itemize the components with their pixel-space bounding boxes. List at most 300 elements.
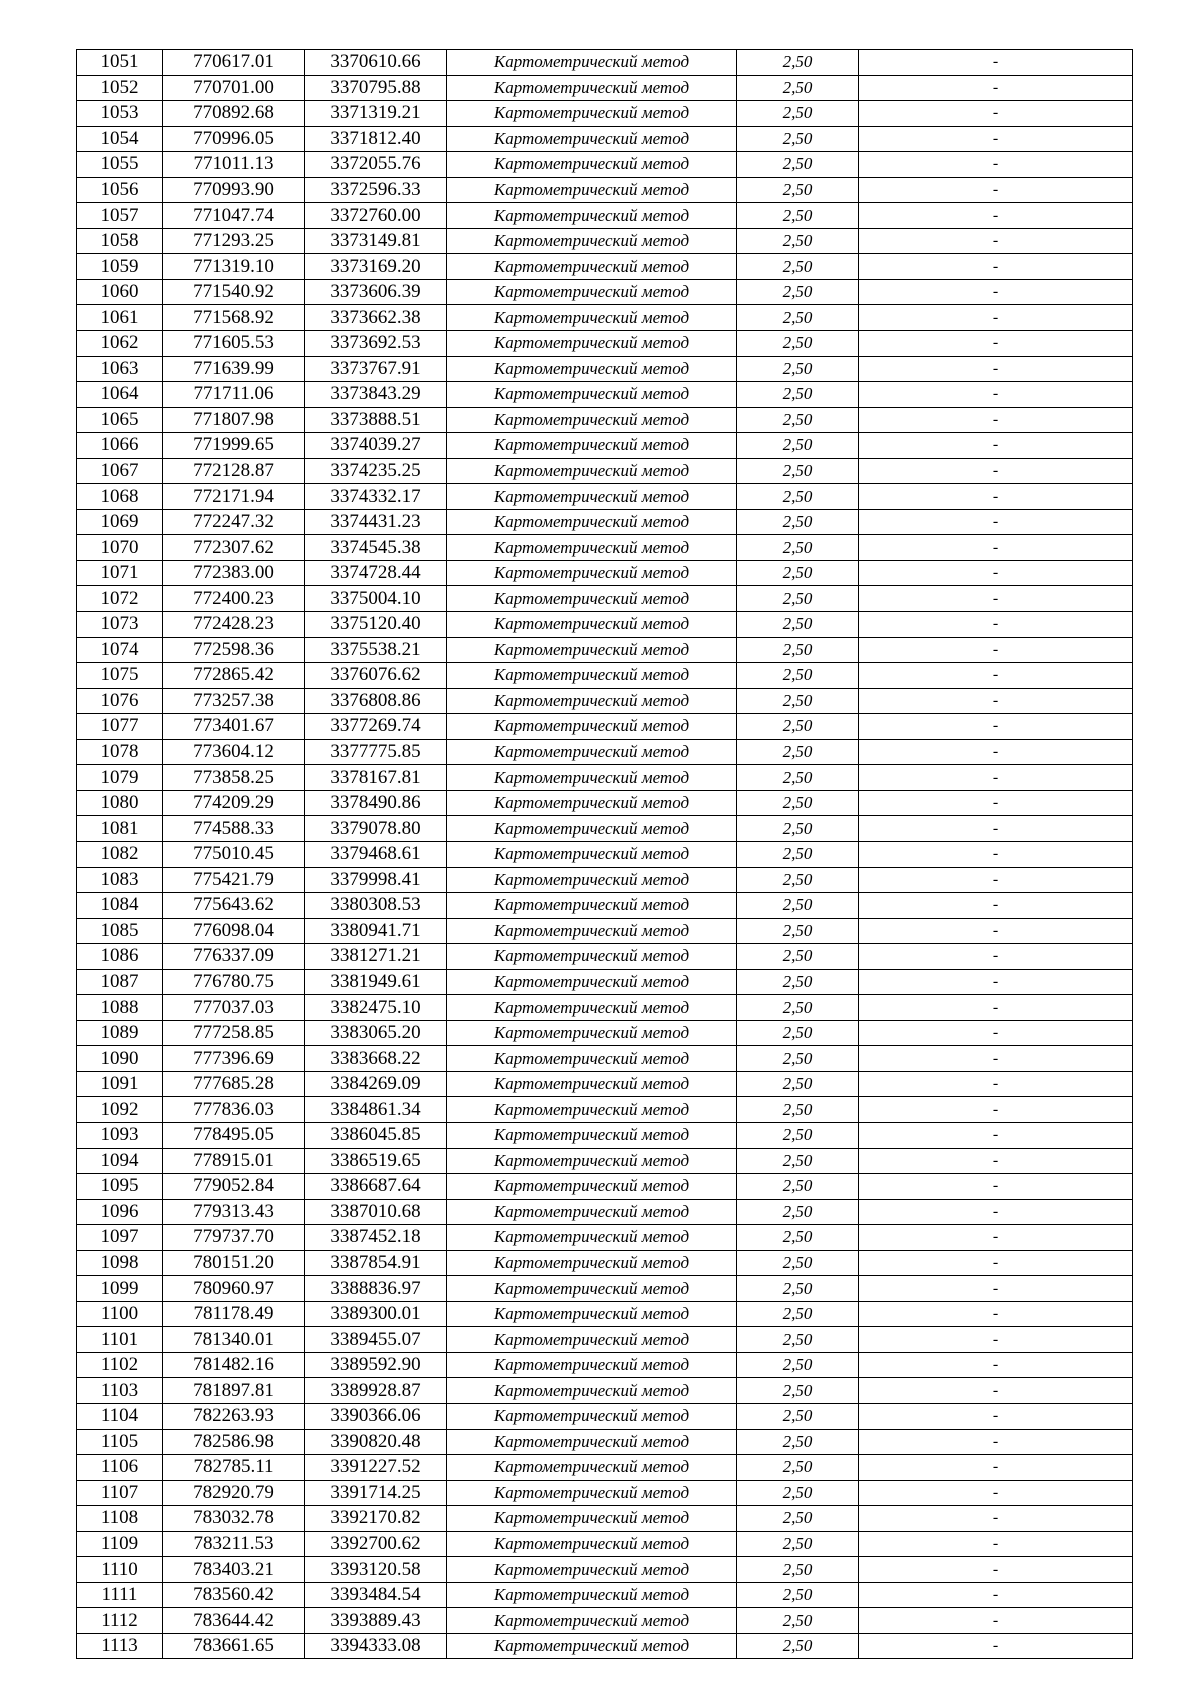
note-cell: -	[859, 612, 1133, 638]
x-coordinate-cell: 776098.04	[163, 918, 305, 944]
method-cell: Картометрический метод	[447, 663, 737, 689]
table-row	[77, 765, 1133, 791]
table-row	[77, 586, 1133, 612]
x-coordinate-cell: 771047.74	[163, 203, 305, 229]
x-coordinate-cell: 781340.01	[163, 1327, 305, 1353]
method-cell: Картометрический метод	[447, 586, 737, 612]
point-number-cell: 1097	[77, 1225, 163, 1251]
point-number-cell: 1054	[77, 126, 163, 152]
method-cell: Картометрический метод	[447, 1455, 737, 1481]
table-row	[77, 331, 1133, 357]
point-number-cell: 1067	[77, 458, 163, 484]
note-cell: -	[859, 1327, 1133, 1353]
table-row	[77, 1327, 1133, 1353]
table-row	[77, 637, 1133, 663]
method-cell: Картометрический метод	[447, 177, 737, 203]
y-coordinate-cell: 3373149.81	[305, 228, 447, 254]
note-cell: -	[859, 816, 1133, 842]
table-row	[77, 1582, 1133, 1608]
accuracy-cell: 2,50	[737, 688, 859, 714]
y-coordinate-cell: 3393484.54	[305, 1582, 447, 1608]
accuracy-cell: 2,50	[737, 458, 859, 484]
note-cell: -	[859, 331, 1133, 357]
point-number-cell: 1084	[77, 893, 163, 919]
note-cell: -	[859, 1071, 1133, 1097]
point-number-cell: 1081	[77, 816, 163, 842]
accuracy-cell: 2,50	[737, 254, 859, 280]
x-coordinate-cell: 773858.25	[163, 765, 305, 791]
accuracy-cell: 2,50	[737, 101, 859, 127]
x-coordinate-cell: 777685.28	[163, 1071, 305, 1097]
method-cell: Картометрический метод	[447, 535, 737, 561]
y-coordinate-cell: 3373169.20	[305, 254, 447, 280]
note-cell: -	[859, 509, 1133, 535]
accuracy-cell: 2,50	[737, 331, 859, 357]
table-row	[77, 1071, 1133, 1097]
note-cell: -	[859, 1250, 1133, 1276]
note-cell: -	[859, 254, 1133, 280]
accuracy-cell: 2,50	[737, 1531, 859, 1557]
x-coordinate-cell: 772400.23	[163, 586, 305, 612]
table-row	[77, 688, 1133, 714]
note-cell: -	[859, 765, 1133, 791]
accuracy-cell: 2,50	[737, 714, 859, 740]
table-row	[77, 1378, 1133, 1404]
method-cell: Картометрический метод	[447, 560, 737, 586]
table-row	[77, 1148, 1133, 1174]
table-row	[77, 944, 1133, 970]
note-cell: -	[859, 1199, 1133, 1225]
note-cell: -	[859, 484, 1133, 510]
note-cell: -	[859, 1378, 1133, 1404]
accuracy-cell: 2,50	[737, 918, 859, 944]
x-coordinate-cell: 782785.11	[163, 1455, 305, 1481]
y-coordinate-cell: 3374728.44	[305, 560, 447, 586]
point-number-cell: 1079	[77, 765, 163, 791]
y-coordinate-cell: 3373888.51	[305, 407, 447, 433]
table-row	[77, 1352, 1133, 1378]
method-cell: Картометрический метод	[447, 918, 737, 944]
accuracy-cell: 2,50	[737, 1225, 859, 1251]
table-row	[77, 305, 1133, 331]
accuracy-cell: 2,50	[737, 75, 859, 101]
note-cell: -	[859, 382, 1133, 408]
table-row	[77, 969, 1133, 995]
x-coordinate-cell: 770993.90	[163, 177, 305, 203]
method-cell: Картометрический метод	[447, 1480, 737, 1506]
accuracy-cell: 2,50	[737, 739, 859, 765]
x-coordinate-cell: 771293.25	[163, 228, 305, 254]
table-row	[77, 1531, 1133, 1557]
x-coordinate-cell: 775421.79	[163, 867, 305, 893]
accuracy-cell: 2,50	[737, 1148, 859, 1174]
y-coordinate-cell: 3393889.43	[305, 1608, 447, 1634]
point-number-cell: 1113	[77, 1633, 163, 1659]
accuracy-cell: 2,50	[737, 228, 859, 254]
y-coordinate-cell: 3388836.97	[305, 1276, 447, 1302]
point-number-cell: 1103	[77, 1378, 163, 1404]
method-cell: Картометрический метод	[447, 356, 737, 382]
method-cell: Картометрический метод	[447, 484, 737, 510]
note-cell: -	[859, 867, 1133, 893]
method-cell: Картометрический метод	[447, 228, 737, 254]
method-cell: Картометрический метод	[447, 1378, 737, 1404]
accuracy-cell: 2,50	[737, 1327, 859, 1353]
note-cell: -	[859, 1301, 1133, 1327]
note-cell: -	[859, 1557, 1133, 1583]
y-coordinate-cell: 3386519.65	[305, 1148, 447, 1174]
method-cell: Картометрический метод	[447, 1633, 737, 1659]
table-row	[77, 356, 1133, 382]
note-cell: -	[859, 1148, 1133, 1174]
accuracy-cell: 2,50	[737, 1097, 859, 1123]
y-coordinate-cell: 3374545.38	[305, 535, 447, 561]
note-cell: -	[859, 126, 1133, 152]
note-cell: -	[859, 1403, 1133, 1429]
method-cell: Картометрический метод	[447, 1097, 737, 1123]
method-cell: Картометрический метод	[447, 688, 737, 714]
table-row	[77, 203, 1133, 229]
point-number-cell: 1109	[77, 1531, 163, 1557]
note-cell: -	[859, 1046, 1133, 1072]
x-coordinate-cell: 771639.99	[163, 356, 305, 382]
x-coordinate-cell: 782920.79	[163, 1480, 305, 1506]
method-cell: Картометрический метод	[447, 790, 737, 816]
point-number-cell: 1082	[77, 841, 163, 867]
accuracy-cell: 2,50	[737, 1608, 859, 1634]
y-coordinate-cell: 3389928.87	[305, 1378, 447, 1404]
point-number-cell: 1104	[77, 1403, 163, 1429]
point-number-cell: 1078	[77, 739, 163, 765]
note-cell: -	[859, 152, 1133, 178]
point-number-cell: 1099	[77, 1276, 163, 1302]
point-number-cell: 1110	[77, 1557, 163, 1583]
accuracy-cell: 2,50	[737, 1378, 859, 1404]
x-coordinate-cell: 772247.32	[163, 509, 305, 535]
note-cell: -	[859, 586, 1133, 612]
note-cell: -	[859, 1276, 1133, 1302]
note-cell: -	[859, 893, 1133, 919]
method-cell: Картометрический метод	[447, 152, 737, 178]
note-cell: -	[859, 841, 1133, 867]
y-coordinate-cell: 3380941.71	[305, 918, 447, 944]
note-cell: -	[859, 50, 1133, 76]
y-coordinate-cell: 3377775.85	[305, 739, 447, 765]
table-row	[77, 254, 1133, 280]
note-cell: -	[859, 1506, 1133, 1532]
accuracy-cell: 2,50	[737, 1174, 859, 1200]
x-coordinate-cell: 778495.05	[163, 1122, 305, 1148]
y-coordinate-cell: 3394333.08	[305, 1633, 447, 1659]
y-coordinate-cell: 3389592.90	[305, 1352, 447, 1378]
table-row	[77, 1122, 1133, 1148]
x-coordinate-cell: 783644.42	[163, 1608, 305, 1634]
point-number-cell: 1085	[77, 918, 163, 944]
accuracy-cell: 2,50	[737, 893, 859, 919]
accuracy-cell: 2,50	[737, 1352, 859, 1378]
accuracy-cell: 2,50	[737, 612, 859, 638]
table-row	[77, 893, 1133, 919]
table-row	[77, 1225, 1133, 1251]
point-number-cell: 1058	[77, 228, 163, 254]
accuracy-cell: 2,50	[737, 152, 859, 178]
x-coordinate-cell: 771568.92	[163, 305, 305, 331]
method-cell: Картометрический метод	[447, 1352, 737, 1378]
note-cell: -	[859, 101, 1133, 127]
method-cell: Картометрический метод	[447, 305, 737, 331]
method-cell: Картометрический метод	[447, 969, 737, 995]
y-coordinate-cell: 3389455.07	[305, 1327, 447, 1353]
x-coordinate-cell: 783661.65	[163, 1633, 305, 1659]
point-number-cell: 1106	[77, 1455, 163, 1481]
x-coordinate-cell: 779052.84	[163, 1174, 305, 1200]
note-cell: -	[859, 356, 1133, 382]
x-coordinate-cell: 772428.23	[163, 612, 305, 638]
x-coordinate-cell: 779737.70	[163, 1225, 305, 1251]
x-coordinate-cell: 776780.75	[163, 969, 305, 995]
point-number-cell: 1098	[77, 1250, 163, 1276]
table-row	[77, 50, 1133, 76]
accuracy-cell: 2,50	[737, 1506, 859, 1532]
y-coordinate-cell: 3381949.61	[305, 969, 447, 995]
table-row	[77, 867, 1133, 893]
point-number-cell: 1056	[77, 177, 163, 203]
y-coordinate-cell: 3387854.91	[305, 1250, 447, 1276]
x-coordinate-cell: 771807.98	[163, 407, 305, 433]
point-number-cell: 1063	[77, 356, 163, 382]
table-row	[77, 1480, 1133, 1506]
y-coordinate-cell: 3374235.25	[305, 458, 447, 484]
y-coordinate-cell: 3389300.01	[305, 1301, 447, 1327]
point-number-cell: 1051	[77, 50, 163, 76]
y-coordinate-cell: 3391714.25	[305, 1480, 447, 1506]
point-number-cell: 1107	[77, 1480, 163, 1506]
point-number-cell: 1094	[77, 1148, 163, 1174]
y-coordinate-cell: 3386687.64	[305, 1174, 447, 1200]
method-cell: Картометрический метод	[447, 509, 737, 535]
table-row	[77, 433, 1133, 459]
y-coordinate-cell: 3376808.86	[305, 688, 447, 714]
note-cell: -	[859, 1633, 1133, 1659]
method-cell: Картометрический метод	[447, 1429, 737, 1455]
x-coordinate-cell: 783211.53	[163, 1531, 305, 1557]
note-cell: -	[859, 279, 1133, 305]
x-coordinate-cell: 772598.36	[163, 637, 305, 663]
method-cell: Картометрический метод	[447, 1608, 737, 1634]
method-cell: Картометрический метод	[447, 739, 737, 765]
point-number-cell: 1095	[77, 1174, 163, 1200]
y-coordinate-cell: 3382475.10	[305, 995, 447, 1021]
method-cell: Картометрический метод	[447, 279, 737, 305]
table-row	[77, 1506, 1133, 1532]
x-coordinate-cell: 781178.49	[163, 1301, 305, 1327]
point-number-cell: 1069	[77, 509, 163, 535]
x-coordinate-cell: 777836.03	[163, 1097, 305, 1123]
y-coordinate-cell: 3384269.09	[305, 1071, 447, 1097]
method-cell: Картометрический метод	[447, 75, 737, 101]
accuracy-cell: 2,50	[737, 1122, 859, 1148]
point-number-cell: 1101	[77, 1327, 163, 1353]
note-cell: -	[859, 458, 1133, 484]
method-cell: Картометрический метод	[447, 893, 737, 919]
method-cell: Картометрический метод	[447, 382, 737, 408]
note-cell: -	[859, 1020, 1133, 1046]
y-coordinate-cell: 3380308.53	[305, 893, 447, 919]
method-cell: Картометрический метод	[447, 1557, 737, 1583]
note-cell: -	[859, 1608, 1133, 1634]
table-row	[77, 1046, 1133, 1072]
y-coordinate-cell: 3370610.66	[305, 50, 447, 76]
method-cell: Картометрический метод	[447, 1506, 737, 1532]
point-number-cell: 1072	[77, 586, 163, 612]
table-row	[77, 126, 1133, 152]
x-coordinate-cell: 782586.98	[163, 1429, 305, 1455]
accuracy-cell: 2,50	[737, 382, 859, 408]
point-number-cell: 1052	[77, 75, 163, 101]
table-row	[77, 101, 1133, 127]
accuracy-cell: 2,50	[737, 1429, 859, 1455]
method-cell: Картометрический метод	[447, 1531, 737, 1557]
y-coordinate-cell: 3392700.62	[305, 1531, 447, 1557]
table-row	[77, 1403, 1133, 1429]
table-row	[77, 816, 1133, 842]
method-cell: Картометрический метод	[447, 1148, 737, 1174]
table-row	[77, 458, 1133, 484]
table-row	[77, 1455, 1133, 1481]
x-coordinate-cell: 770617.01	[163, 50, 305, 76]
accuracy-cell: 2,50	[737, 535, 859, 561]
accuracy-cell: 2,50	[737, 637, 859, 663]
method-cell: Картометрический метод	[447, 816, 737, 842]
accuracy-cell: 2,50	[737, 1071, 859, 1097]
table-row	[77, 535, 1133, 561]
note-cell: -	[859, 969, 1133, 995]
note-cell: -	[859, 1582, 1133, 1608]
accuracy-cell: 2,50	[737, 1020, 859, 1046]
point-number-cell: 1100	[77, 1301, 163, 1327]
accuracy-cell: 2,50	[737, 1403, 859, 1429]
x-coordinate-cell: 775643.62	[163, 893, 305, 919]
accuracy-cell: 2,50	[737, 1250, 859, 1276]
y-coordinate-cell: 3386045.85	[305, 1122, 447, 1148]
accuracy-cell: 2,50	[737, 177, 859, 203]
x-coordinate-cell: 770996.05	[163, 126, 305, 152]
method-cell: Картометрический метод	[447, 1250, 737, 1276]
method-cell: Картометрический метод	[447, 867, 737, 893]
point-number-cell: 1070	[77, 535, 163, 561]
x-coordinate-cell: 781897.81	[163, 1378, 305, 1404]
x-coordinate-cell: 773257.38	[163, 688, 305, 714]
note-cell: -	[859, 918, 1133, 944]
note-cell: -	[859, 1455, 1133, 1481]
table-row	[77, 1557, 1133, 1583]
note-cell: -	[859, 1225, 1133, 1251]
accuracy-cell: 2,50	[737, 279, 859, 305]
point-number-cell: 1086	[77, 944, 163, 970]
x-coordinate-cell: 774588.33	[163, 816, 305, 842]
x-coordinate-cell: 770892.68	[163, 101, 305, 127]
method-cell: Картометрический метод	[447, 1174, 737, 1200]
point-number-cell: 1076	[77, 688, 163, 714]
point-number-cell: 1074	[77, 637, 163, 663]
y-coordinate-cell: 3373692.53	[305, 331, 447, 357]
x-coordinate-cell: 770701.00	[163, 75, 305, 101]
table-row	[77, 841, 1133, 867]
note-cell: -	[859, 1122, 1133, 1148]
x-coordinate-cell: 771999.65	[163, 433, 305, 459]
method-cell: Картометрический метод	[447, 1046, 737, 1072]
note-cell: -	[859, 637, 1133, 663]
point-number-cell: 1108	[77, 1506, 163, 1532]
method-cell: Картометрический метод	[447, 765, 737, 791]
method-cell: Картометрический метод	[447, 433, 737, 459]
point-number-cell: 1065	[77, 407, 163, 433]
x-coordinate-cell: 772865.42	[163, 663, 305, 689]
point-number-cell: 1068	[77, 484, 163, 510]
table-row	[77, 1608, 1133, 1634]
note-cell: -	[859, 1429, 1133, 1455]
table-row	[77, 509, 1133, 535]
y-coordinate-cell: 3374039.27	[305, 433, 447, 459]
y-coordinate-cell: 3392170.82	[305, 1506, 447, 1532]
method-cell: Картометрический метод	[447, 1276, 737, 1302]
y-coordinate-cell: 3371319.21	[305, 101, 447, 127]
y-coordinate-cell: 3379998.41	[305, 867, 447, 893]
method-cell: Картометрический метод	[447, 714, 737, 740]
coordinates-table-body	[77, 50, 1133, 1659]
table-row	[77, 228, 1133, 254]
note-cell: -	[859, 995, 1133, 1021]
table-row	[77, 560, 1133, 586]
point-number-cell: 1064	[77, 382, 163, 408]
x-coordinate-cell: 774209.29	[163, 790, 305, 816]
x-coordinate-cell: 771540.92	[163, 279, 305, 305]
accuracy-cell: 2,50	[737, 765, 859, 791]
table-row	[77, 612, 1133, 638]
table-row	[77, 663, 1133, 689]
accuracy-cell: 2,50	[737, 203, 859, 229]
accuracy-cell: 2,50	[737, 663, 859, 689]
accuracy-cell: 2,50	[737, 433, 859, 459]
table-row	[77, 1250, 1133, 1276]
method-cell: Картометрический метод	[447, 1199, 737, 1225]
accuracy-cell: 2,50	[737, 509, 859, 535]
note-cell: -	[859, 1531, 1133, 1557]
table-row	[77, 739, 1133, 765]
accuracy-cell: 2,50	[737, 1301, 859, 1327]
note-cell: -	[859, 663, 1133, 689]
y-coordinate-cell: 3377269.74	[305, 714, 447, 740]
point-number-cell: 1077	[77, 714, 163, 740]
accuracy-cell: 2,50	[737, 1199, 859, 1225]
x-coordinate-cell: 772307.62	[163, 535, 305, 561]
y-coordinate-cell: 3372760.00	[305, 203, 447, 229]
x-coordinate-cell: 772128.87	[163, 458, 305, 484]
y-coordinate-cell: 3393120.58	[305, 1557, 447, 1583]
y-coordinate-cell: 3381271.21	[305, 944, 447, 970]
point-number-cell: 1075	[77, 663, 163, 689]
table-row	[77, 1301, 1133, 1327]
y-coordinate-cell: 3372596.33	[305, 177, 447, 203]
y-coordinate-cell: 3390820.48	[305, 1429, 447, 1455]
y-coordinate-cell: 3379078.80	[305, 816, 447, 842]
point-number-cell: 1053	[77, 101, 163, 127]
accuracy-cell: 2,50	[737, 995, 859, 1021]
note-cell: -	[859, 203, 1133, 229]
point-number-cell: 1080	[77, 790, 163, 816]
point-number-cell: 1093	[77, 1122, 163, 1148]
accuracy-cell: 2,50	[737, 560, 859, 586]
